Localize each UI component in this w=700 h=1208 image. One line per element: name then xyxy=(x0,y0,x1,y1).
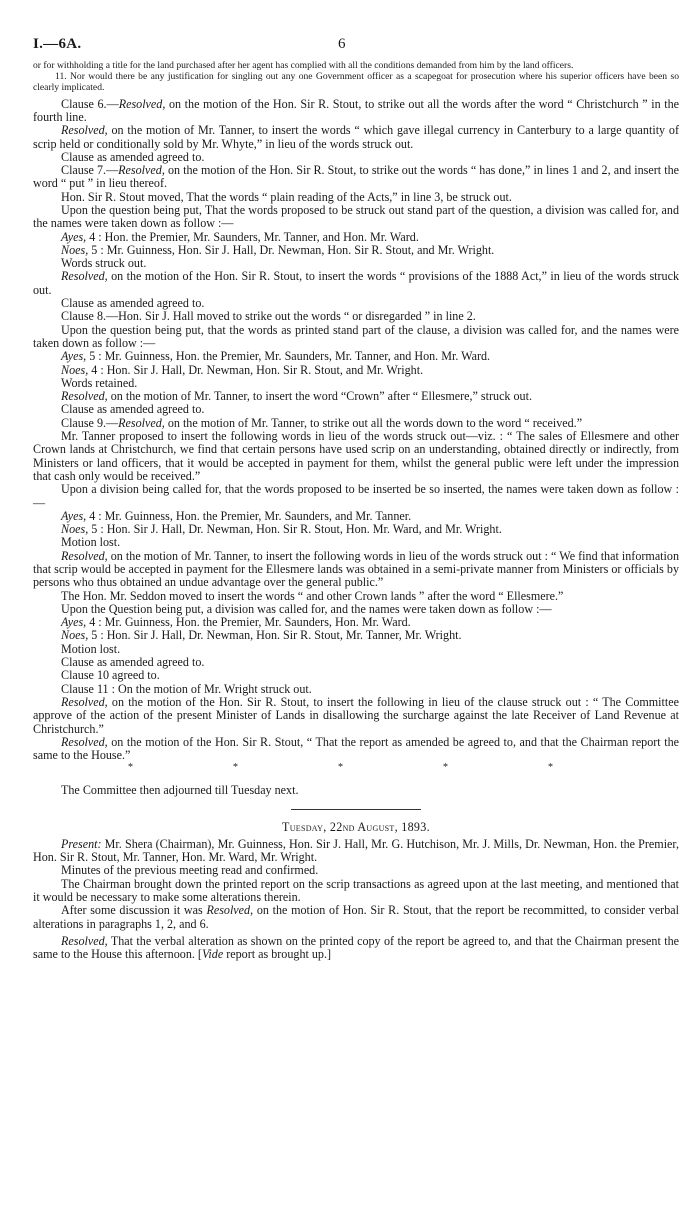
minute-line xyxy=(33,838,679,865)
document-reference: I.—6A. xyxy=(33,36,82,52)
minute-line xyxy=(33,350,679,363)
line-text: Clause 9.— xyxy=(61,415,119,430)
star: * xyxy=(443,762,448,774)
line-text: Clause as amended agreed to. xyxy=(61,149,205,164)
line-text: on the motion of the Hon. Sir R. Stout, to strike out the words “ has done,” in lines 1 and 2, and insert the word “ put ” in lieu thereof. xyxy=(33,163,679,191)
line-text: on the motion of the Hon. Sir R. Stout, “ That the report as amended be agreed to, and that the Chairman report the same to the House.” xyxy=(33,734,679,763)
italic-label: Resolved, xyxy=(206,903,254,918)
minute-line xyxy=(33,590,679,603)
star: * xyxy=(548,762,553,774)
line-text: 5 : Mr. Guinness, Hon. the Premier, Mr. Saunders, Mr. Tanner, and Hon. Mr. Ward. xyxy=(86,349,491,364)
page-header xyxy=(33,36,679,60)
line-text: The Chairman brought down the printed report on the scrip transactions as agreed upon at the last meeting, and mentioned that it would be necessary to make some alterations therein. xyxy=(33,876,679,904)
line-text: Upon the question being put, That the words proposed to be struck out stand part of the question, a division was called for, and the names were taken down as follow :— xyxy=(33,202,679,231)
session-body xyxy=(33,838,679,931)
minute-line xyxy=(33,204,679,231)
line-text: Minutes of the previous meeting read and confirmed. xyxy=(61,863,319,878)
minute-line xyxy=(33,629,679,642)
minute-line xyxy=(33,656,679,669)
line-text: Motion lost. xyxy=(61,535,121,550)
italic-label: Ayes, xyxy=(61,349,87,364)
minute-line xyxy=(33,510,679,523)
line-text: 5 : Mr. Guinness, Hon. Sir J. Hall, Dr. Newman, Hon. Sir R. Stout, and Mr. Wright. xyxy=(88,242,495,257)
line-text: Upon the Question being put, a division was called for, and the names were taken down as follow :— xyxy=(61,601,552,616)
line-text: Hon. Sir R. Stout moved, That the words “ plain reading of the Acts,” in line 3, be struck out. xyxy=(61,189,512,204)
italic-label: Ayes, xyxy=(61,508,87,523)
line-text: Upon a division being called for, that the words proposed to be inserted be so inserted, the names were taken down as follow :— xyxy=(33,482,679,510)
minute-line xyxy=(33,603,679,616)
line-text: Words struck out. xyxy=(61,256,147,271)
line-text: Words retained. xyxy=(61,375,138,390)
minute-line xyxy=(33,164,679,191)
line-text: on the motion of the Hon. Sir R. Stout, to insert the following in lieu of the clause struck out : “ The Committee approve of the action of the present Minister of Lands in disallowing the surcharge against the late Receiver of Land Revenue at Christchurch.” xyxy=(33,694,679,736)
italic-label: Noes, xyxy=(61,628,89,643)
line-text: Mr. Shera (Chairman), Mr. Guinness, Hon. Sir J. Hall, Mr. G. Hutchison, Mr. J. Mills, Dr. Newman, Hon. the Premier, Hon. Sir R. Stout, Mr. Tanner, Hon. Mr. Ward, Mr. Wright. xyxy=(33,836,679,865)
page-number: 6 xyxy=(338,36,346,52)
line-text: 4 : Hon. Sir J. Hall, Dr. Newman, Hon. Sir R. Stout, and Mr. Wright. xyxy=(88,362,424,377)
line-text: 5 : Hon. Sir J. Hall, Dr. Newman, Hon. Sir R. Stout, Hon. Mr. Ward, and Mr. Wright. xyxy=(88,522,502,537)
minute-line xyxy=(33,696,679,736)
minutes-body xyxy=(33,98,679,763)
minute-line xyxy=(33,904,679,931)
minute-line xyxy=(33,244,679,257)
minute-line xyxy=(33,377,679,390)
minute-line xyxy=(33,231,679,244)
minute-line xyxy=(33,736,679,763)
italic-label: Resolved, xyxy=(118,415,165,430)
italic-label: Resolved, xyxy=(61,123,108,138)
vide-label: Vide xyxy=(201,947,224,962)
italic-label: Noes, xyxy=(61,362,89,377)
italic-label: Resolved, xyxy=(61,734,108,749)
italic-label: Resolved, xyxy=(118,163,165,178)
minute-line xyxy=(33,98,679,125)
line-text: on the motion of Hon. Sir R. Stout, that the report be recommitted, to consider verbal alterations in paragraphs 1, 2, and 6. xyxy=(33,903,679,931)
minute-line xyxy=(33,483,679,510)
minute-line xyxy=(33,270,679,297)
line-text: The Hon. Mr. Seddon moved to insert the words “ and other Crown lands ” after the word “ Ellesmere.” xyxy=(61,588,564,603)
line-text: on the motion of Mr. Tanner, to insert the word “Crown” after “ Ellesmere,” struck out. xyxy=(107,389,532,404)
italic-label: Noes, xyxy=(61,522,89,537)
minute-line xyxy=(33,310,679,323)
minute-line xyxy=(33,417,679,430)
minute-line xyxy=(33,616,679,629)
line-text: on the motion of Mr. Tanner, to insert the following words in lieu of the words struck out : “ We find that information that scrip would be accepted in payment for the Ellesmere lands was obtained in a semi-private manner from Ministers or officials by persons who thus obtained an undue advantage over the general public.” xyxy=(33,548,679,590)
italic-label: Present: xyxy=(61,836,102,851)
italic-label: Noes, xyxy=(61,242,89,257)
line-text: Clause 7.— xyxy=(61,163,119,178)
star: * xyxy=(128,762,133,774)
line-text: Mr. Tanner proposed to insert the following words in lieu of the words struck out—viz. : “ The sales of Ellesmere and other Crown lands at Christchurch, we find that certain persons have used scrip on an understanding, obtained directly or indirectly, from Ministers or land officers, that it would be accepted in payment for them, whilst the general public were left under the impression that cash only would be received.” xyxy=(33,429,679,483)
line-text: on the motion of the Hon. Sir R. Stout, to insert the words “ provisions of the 1888 Act,” in lieu of the words struck out. xyxy=(33,269,679,297)
minute-line xyxy=(33,669,679,682)
resolution-text: That the verbal alteration as shown on the printed copy of the report be agreed to, and that the Chairman present the same to the House this afternoon. [ xyxy=(33,933,679,962)
minute-line xyxy=(33,430,679,483)
minute-line xyxy=(33,151,679,164)
minute-line xyxy=(33,124,679,151)
section-break-stars xyxy=(33,762,679,774)
adjournment-note: The Committee then adjourned till Tuesday next. xyxy=(61,783,299,798)
line-text: 4 : Mr. Guinness, Hon. the Premier, Mr. Saunders, Hon. Mr. Ward. xyxy=(86,615,411,630)
line-text: Clause as amended agreed to. xyxy=(61,296,205,311)
line-text: 4 : Mr. Guinness, Hon. the Premier, Mr. Saunders, and Mr. Tanner. xyxy=(86,508,412,523)
resolution-text-end: report as brought up.] xyxy=(223,947,332,962)
line-text: on the motion of Mr. Tanner, to strike out all the words down to the word “ received.” xyxy=(164,415,583,430)
minute-line xyxy=(33,364,679,377)
italic-label: Resolved, xyxy=(61,269,108,284)
minute-line xyxy=(33,324,679,351)
italic-label: Resolved, xyxy=(118,96,166,111)
preamble-paragraph: or for withholding a title for the land purchased after her agent has complied with all the conditions demanded from him by the land officers. xyxy=(33,60,574,71)
italic-label: Ayes, xyxy=(61,229,87,244)
resolved-label: Resolved, xyxy=(61,933,108,948)
minute-line xyxy=(33,191,679,204)
italic-label: Resolved, xyxy=(61,548,108,563)
minute-line xyxy=(33,536,679,549)
line-text: Clause as amended agreed to. xyxy=(61,402,205,417)
minute-line xyxy=(33,550,679,590)
final-resolution xyxy=(33,935,679,962)
minute-line xyxy=(33,878,679,905)
document-page xyxy=(33,36,679,961)
italic-label: Resolved, xyxy=(61,389,108,404)
minute-line xyxy=(33,257,679,270)
section-divider xyxy=(291,809,421,810)
minute-line xyxy=(33,523,679,536)
line-text: Clause 8.—Hon. Sir J. Hall moved to strike out the words “ or disregarded ” in line 2. xyxy=(61,309,476,324)
preamble-paragraph: 11. Nor would there be any justification for singling out any one Government officer as a scapegoat for prosecution where his superior officers have been so clearly implicated. xyxy=(33,71,679,94)
minute-line xyxy=(33,864,679,877)
star: * xyxy=(233,762,238,774)
italic-label: Ayes, xyxy=(61,615,87,630)
line-text: 4 : Hon. the Premier, Mr. Saunders, Mr. Tanner, and Hon. Mr. Ward. xyxy=(86,229,419,244)
session-date-heading: Tuesday, 22nd August, 1893. xyxy=(282,819,430,834)
minute-line xyxy=(33,683,679,696)
line-text: 5 : Hon. Sir J. Hall, Dr. Newman, Hon. Sir R. Stout, Mr. Tanner, Mr. Wright. xyxy=(88,628,462,643)
line-text: Motion lost. xyxy=(61,641,121,656)
line-text: on the motion of Mr. Tanner, to insert the words “ which gave illegal currency in Canterbury to a large quantity of scrip held or conditionally sold by Mr. Whyte,” in lieu of the words struck out. xyxy=(33,123,679,151)
line-text: Clause as amended agreed to. xyxy=(61,655,205,670)
italic-label: Resolved, xyxy=(61,694,108,709)
minute-line xyxy=(33,390,679,403)
line-text: Clause 11 : On the motion of Mr. Wright struck out. xyxy=(61,681,312,696)
line-text: on the motion of the Hon. Sir R. Stout, to strike out all the words after the word “ Christchurch ” in the fourth line. xyxy=(33,96,679,124)
line-text: After some discussion it was xyxy=(61,903,207,918)
line-text: Clause 6.— xyxy=(61,96,119,111)
line-text: Upon the question being put, that the words as printed stand part of the clause, a division was called for, and the names were taken down as follow :— xyxy=(33,322,679,350)
minute-line xyxy=(33,643,679,656)
line-text: Clause 10 agreed to. xyxy=(61,668,160,683)
star: * xyxy=(338,762,343,774)
minute-line xyxy=(33,403,679,416)
minute-line xyxy=(33,297,679,310)
